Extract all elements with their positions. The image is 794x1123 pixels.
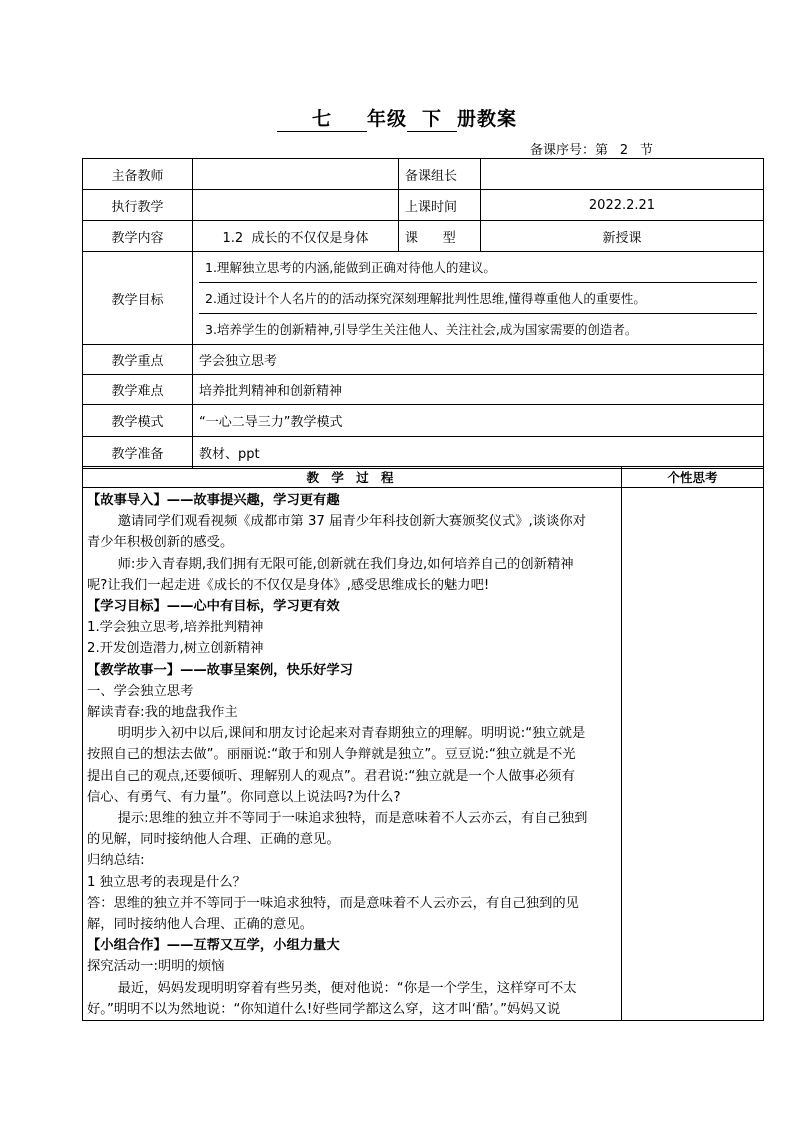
lead-teacher-label: 主备教师 (83, 159, 193, 190)
grade-blank: 七 (277, 104, 367, 132)
group-leader-label: 备课组长 (399, 159, 481, 190)
paragraph-line: 一、学会独立思考 (87, 683, 194, 699)
difficulty-label: 教学难点 (83, 375, 193, 405)
lesson-serial (530, 139, 653, 159)
serial-suffix: 节 (640, 143, 654, 158)
mode-value: “一心二导三力”教学模式 (193, 405, 764, 437)
info-row-content (83, 221, 764, 252)
prep-value: 教材、ppt (193, 437, 764, 469)
paragraph-line: 最近，妈妈发现明明穿着有些另类，便对他说：“你是一个学生，这样穿可不太 (117, 980, 577, 996)
info-row-prep (83, 437, 764, 469)
process-table (82, 466, 764, 1021)
type-value: 新授课 (481, 221, 764, 252)
info-row-goals (83, 252, 764, 345)
key-label: 教学重点 (83, 345, 193, 375)
key-value: 学会独立思考 (193, 345, 764, 375)
process-heading: 教 学 过 程 (83, 467, 622, 488)
exec-value (193, 190, 399, 221)
paragraph-line: 好。”明明不以为然地说：“你知道什么!好些同学都这么穿，这才叫‘酷’。”妈妈又说 (87, 1001, 561, 1017)
paragraph-line: 信心、有勇气、有力量”。你同意以上说法吗?为什么? (87, 789, 401, 805)
section-heading: 【教学故事一】——故事呈案例，快乐好学习 (87, 662, 353, 678)
paragraph-line: 1 独立思考的表现是什么？ (87, 874, 246, 890)
section-heading: 【小组合作】——互帮又互学，小组力量大 (87, 938, 340, 954)
paragraph-line: 邀请同学们观看视频《成都市第 37 届青少年科技创新大赛颁奖仪式》,谈谈你对 (117, 514, 586, 530)
content-value: 1.2 成长的不仅仅是身体 (193, 221, 399, 252)
paragraph-line: 按照自己的想法去做”。丽丽说:“敢于和别人争辩就是独立”。豆豆说:“独立就是不光 (87, 747, 576, 763)
paragraph-line: 1.学会独立思考,培养批判精神 (87, 620, 264, 636)
paragraph-line: 答：思维的独立并不等同于一味追求独特，而是意味着不人云亦云，有自己独到的见 (87, 895, 579, 911)
section-heading: 【故事导入】——故事提兴趣，学习更有趣 (87, 493, 340, 508)
personal-thinking-heading: 个性思考 (622, 467, 764, 488)
info-row-key (83, 345, 764, 375)
process-header-row (83, 467, 764, 488)
difficulty-value: 培养批判精神和创新精神 (193, 375, 764, 405)
paragraph-line: 师:步入青春期,我们拥有无限可能,创新就在我们身边,如何培养自己的创新精神 (117, 556, 574, 572)
term-blank: 下 (407, 104, 457, 132)
goal-item: 3.培养学生的创新精神,引导学生关注他人、关注社会,成为国家需要的创造者。 (199, 313, 757, 344)
info-table (82, 158, 764, 469)
info-row-exec (83, 190, 764, 221)
paragraph-line: 呢?让我们一起走进《成长的不仅仅是身体》,感受思维成长的魅力吧! (87, 577, 490, 593)
type-label: 课 型 (399, 221, 481, 252)
paragraph-line: 明明步入初中以后,课间和朋友讨论起来对青春期独立的理解。明明说:“独立就是 (117, 726, 586, 742)
goal-item: 2.通过设计个人名片的的活动探究深刻理解批判性思维,懂得尊重他人的重要性。 (199, 282, 757, 313)
time-value: 2022.2.21 (481, 190, 764, 221)
paragraph-line: 探究活动一:明明的烦恼 (87, 959, 225, 975)
goals-cell (193, 252, 764, 345)
section-heading: 【学习目标】——心中有目标，学习更有效 (87, 599, 340, 615)
paragraph-line: 解，同时接纳他人合理、正确的意见。 (87, 917, 314, 933)
process-content (83, 488, 622, 1021)
paragraph-line: 提示:思维的独立并不等同于一味追求独特，而是意味着不人云亦云，有自己独到 (117, 811, 588, 827)
mode-label: 教学模式 (83, 405, 193, 437)
personal-thinking-cell (622, 488, 764, 1021)
page-title (0, 104, 794, 132)
group-leader-value (481, 159, 764, 190)
info-row-difficulty (83, 375, 764, 405)
paragraph-line: 提出自己的观点,还要倾听、理解别人的观点”。君君说:“独立就是一个人做事必须有 (87, 768, 575, 784)
lead-teacher-value (193, 159, 399, 190)
prep-label: 教学准备 (83, 437, 193, 469)
paragraph-line: 归纳总结: (87, 853, 145, 869)
goals-label: 教学目标 (83, 252, 193, 345)
grade-suffix: 年级 (366, 108, 407, 130)
info-row-mode (83, 405, 764, 437)
paragraph-line: 的见解，同时接纳他人合理、正确的意见。 (87, 832, 340, 848)
term-suffix: 册教案 (457, 108, 518, 130)
serial-number: 2 (608, 143, 640, 159)
content-label: 教学内容 (83, 221, 193, 252)
paragraph-line: 青少年积极创新的感受。 (87, 535, 234, 551)
process-body-row (83, 488, 764, 1021)
exec-label: 执行教学 (83, 190, 193, 221)
paragraph-line: 解读青春:我的地盘我作主 (87, 705, 238, 721)
time-label: 上课时间 (399, 190, 481, 221)
serial-label: 备课序号：第 (530, 143, 609, 158)
info-row-teacher (83, 159, 764, 190)
goal-item: 1.理解独立思考的内涵,能做到正确对待他人的建议。 (205, 260, 496, 275)
paragraph-line: 2.开发创造潜力,树立创新精神 (87, 641, 264, 657)
